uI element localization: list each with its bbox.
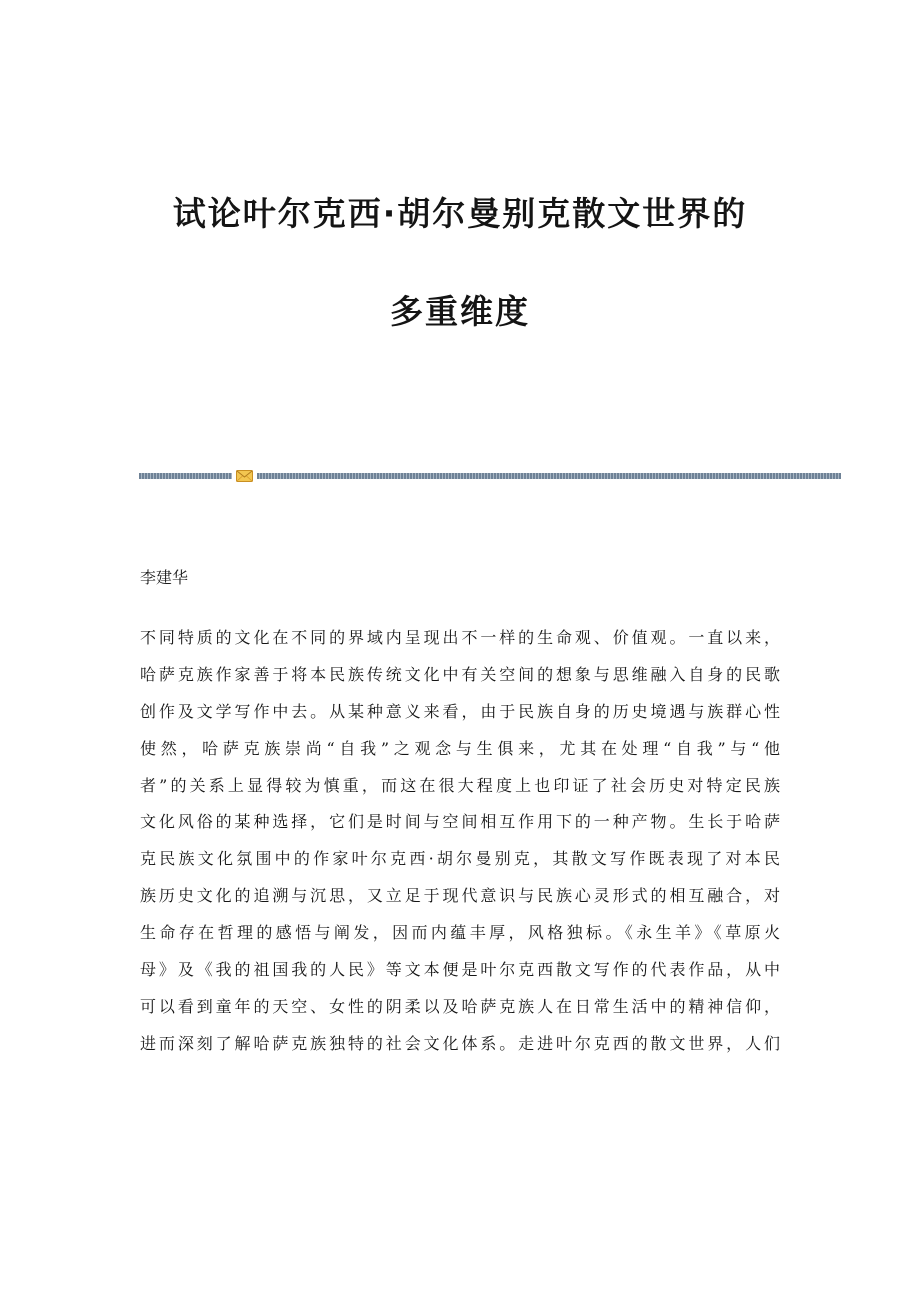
author-name: 李建华 [140,568,189,587]
body-line: 不同特质的文化在不同的界域内呈现出不一样的生命观、价值观。一直以来， [140,628,780,647]
divider-bar-left [139,473,232,479]
divider-bar-right [257,473,841,479]
body-line: 文化风俗的某种选择，它们是时间与空间相互作用下的一种产物。生长于哈萨 [140,812,780,832]
body-line: 进而深刻了解哈萨克族独特的社会文化体系。走进叶尔克西的散文世界，人们 [140,1033,780,1053]
body-line: 哈萨克族作家善于将本民族传统文化中有关空间的想象与思维融入自身的民歌 [140,664,780,684]
title-line-2: 多重维度 [390,292,530,331]
document-title [100,190,820,336]
body-line: 生命存在哲理的感悟与阐发，因而内蕴丰厚，风格独标。《永生羊》《草原火 [140,923,780,943]
body-line: 可以看到童年的天空、女性的阴柔以及哈萨克族人在日常生活中的精神信仰， [140,996,780,1016]
envelope-ornament-icon [236,469,253,483]
body-line: 母》及《我的祖国我的人民》等文本便是叶尔克西散文写作的代表作品，从中 [140,960,780,980]
body-line: 族历史文化的追溯与沉思，又立足于现代意识与民族心灵形式的相互融合，对 [140,886,780,906]
body-line: 克民族文化氛围中的作家叶尔克西·胡尔曼别克，其散文写作既表现了对本民 [140,849,780,869]
body-line: 者”的关系上显得较为慎重，而这在很大程度上也印证了社会历史对特定民族 [140,775,780,795]
body-line: 创作及文学写作中去。从某种意义来看，由于民族自身的历史境遇与族群心性 [140,701,780,721]
body-paragraph [140,620,780,1063]
body-line: 使然，哈萨克族崇尚“自我”之观念与生俱来，尤其在处理“自我”与“他 [140,738,780,758]
title-line-1: 试论叶尔克西·胡尔曼别克散文世界的 [172,194,748,233]
title-divider [139,469,841,483]
